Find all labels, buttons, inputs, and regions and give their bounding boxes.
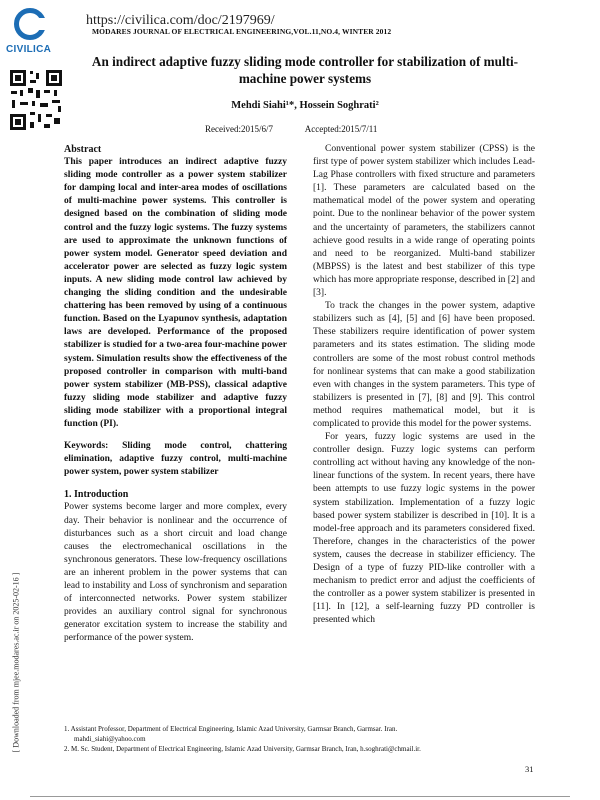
- keywords-text: Sliding mode control, chattering elimination, adaptive fuzzy control, multi-machine power system, power system stabilizer: [64, 441, 288, 478]
- intro-heading: 1. Introduction: [64, 489, 129, 501]
- keywords-label: Keywords:: [64, 441, 109, 452]
- qr-code-icon: [8, 68, 64, 132]
- accepted-date: Accepted:2015/7/11: [304, 124, 378, 134]
- intro-text: Power systems become larger and more complex, every day. Their behavior is nonlinear and the occurrence of disturbances such as a short circuit and load change causes the electromechanical oscillations in the synchronous generators. These low-frequency oscillations are an inherent problem in the power systems that can lead to instability and Loss of synchronism and separation of interconnected networks. Power system stabilizer provides an auxiliary control signal for synchronous generator excitation system to increase the stability and performance of the power system.: [64, 502, 287, 644]
- paper-title: An indirect adaptive fuzzy sliding mode controller for stabilization of multi-machine power systems: [91, 54, 519, 86]
- document-url[interactable]: https://civilica.com/doc/2197969/: [86, 13, 275, 28]
- page-number: 31: [525, 764, 534, 774]
- paragraph-cpss: Conventional power system stabilizer (CPSS) is the first type of power system stabilizer which includes Lead-Lag Phase controllers with fixed structure and parameters [1]. These parameters are calculated based on the mathematical model of the power system and operating point. Due to the nonlinear behavior of the power system and the uncertainty of parameters, the stabilizers cannot achieve good results in a wide range of operating points and need to be reorganized. Multi-band stabilizer (MBPSS) is the latest and best stabilizer of this type which has more appropriate response, described in [2] and [3].: [313, 144, 535, 299]
- paragraph-adaptive: To track the changes in the power system, adaptive stabilizers such as [4], [5] and [6] have been proposed. These stabilizers require identification of power system parameters and its states estimation. The sliding mode controllers are some of the most robust control methods for nonlinear systems that can make a good stabilization even with changes in the system parameters. This type of stabilizers is presented in [7], [8] and [9]. This control method requires mathematical model, but it is complicated to provide this model for the power systems.: [313, 301, 535, 429]
- abstract-heading: Abstract: [64, 144, 102, 155]
- paragraph-fuzzy: For years, fuzzy logic systems are used in the controller design. Fuzzy logic systems can perform controlling act without having any knowledge of the non-linear functions of the system. In recent years, there have been attempts to use fuzzy logic systems in the power system stabilization. Implementation of a fuzzy logic based power system stabilizer is described in [10]. It is a model-free approach and its parameters considered fixed. Therefore, changes in the characteristics of the power system, causes the decrease in stabilizer efficiency. The Design of a type of fuzzy PID-like controller with a mechanism to predict error and adjust the coefficients of the controller as a power system stabilizer is presented in [11]. In [12], a self-learning fuzzy PD controller is presented which: [313, 432, 535, 626]
- footnotes: [64, 724, 534, 754]
- left-column: [64, 143, 287, 645]
- download-side-note: [6, 548, 21, 788]
- side-note-text: [ Downloaded from mjee.modares.ac.ir on 2025-02-16 ]: [11, 572, 21, 753]
- footnote-1-email: mahdi_siahi@yahoo.com: [74, 735, 146, 743]
- footnote-2: 2. M. Sc. Student, Department of Electrical Engineering, Islamic Azad University, Garmsar Branch, Iran, h.soghrati@chmail.ir.: [64, 745, 421, 753]
- right-column: [313, 143, 535, 627]
- abstract-text: This paper introduces an indirect adaptive fuzzy sliding mode controller as a power system stabilizer for damping local and inter-area modes of oscillations of multi-machine power systems. This controller is designed based on the combination of sliding mode control and the fuzzy logic systems. The fuzzy systems are used to approximate the unknown functions of power system model. Generator speed deviation and accelerator power are selected as fuzzy logic system inputs. A new sliding mode control law achieved by changing the sliding condition and the undesirable chattering has been removed by using of a continuous function. Based on the Lyapunov synthesis, adaptation laws are developed. Performance of the proposed stabilizer is studied for a two-area four-machine power system. Simulation results show the effectiveness of the proposed controller in comparison with multi-band power system stabilizer (MB-PSS), classical adaptive fuzzy sliding mode stabilizer and adaptive fuzzy sliding mode stabilizer with a proportional integral function (PI).: [64, 157, 287, 429]
- received-date: Received:2015/6/7: [205, 124, 273, 134]
- journal-header: MODARES JOURNAL OF ELECTRICAL ENGINEERING,VOL.11,NO.4, WINTER 2012: [92, 27, 392, 36]
- keywords: [64, 440, 287, 479]
- paper-dates: [205, 124, 407, 134]
- logo-text: CIVILICA: [6, 44, 52, 55]
- paper-authors: Mehdi Siahi¹*, Hossein Soghrati²: [231, 100, 379, 111]
- logo-cut: [34, 18, 48, 30]
- bottom-rule: [30, 796, 570, 797]
- civilica-logo-icon[interactable]: [4, 6, 56, 64]
- footnote-1: 1. Assistant Professor, Department of Electrical Engineering, Islamic Azad University, Garmsar Branch, Garmsar. Iran.: [64, 725, 398, 733]
